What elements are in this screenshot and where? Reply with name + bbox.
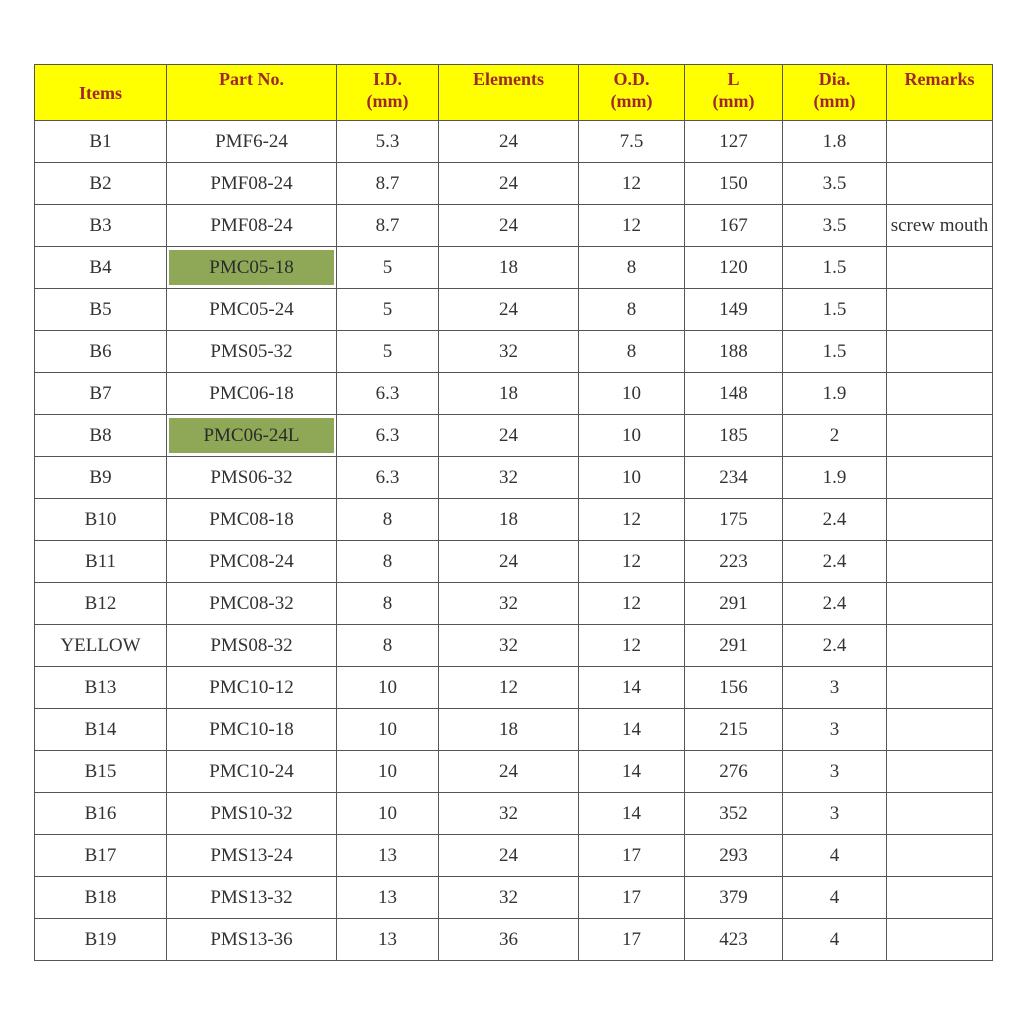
cell-od: 12 [579,625,685,667]
cell-item: B3 [35,205,167,247]
cell-od: 10 [579,457,685,499]
cell-elements: 24 [439,415,579,457]
cell-l: 293 [685,835,783,877]
cell-elements: 18 [439,247,579,289]
cell-part-no: PMC06-18 [167,373,337,415]
cell-dia: 3.5 [783,205,887,247]
cell-od: 12 [579,583,685,625]
cell-part-no: PMC08-24 [167,541,337,583]
cell-id: 13 [337,919,439,961]
header-part-no: Part No. [167,65,337,121]
cell-id: 10 [337,667,439,709]
cell-item: B5 [35,289,167,331]
header-od-label: O.D. [613,69,650,89]
cell-part-no: PMF08-24 [167,205,337,247]
cell-id: 10 [337,709,439,751]
table-row [35,709,993,751]
cell-part-no: PMC05-24 [167,289,337,331]
cell-item: B17 [35,835,167,877]
cell-dia: 3 [783,667,887,709]
cell-od: 14 [579,709,685,751]
cell-id: 8.7 [337,163,439,205]
cell-remarks [887,499,993,541]
cell-l: 185 [685,415,783,457]
cell-part-no [167,415,337,457]
header-id-label: I.D. [372,69,402,89]
cell-item: YELLOW [35,625,167,667]
cell-part-no: PMS13-24 [167,835,337,877]
table-row [35,667,993,709]
cell-id: 5 [337,247,439,289]
header-dia-label: Dia. [818,69,851,89]
cell-l: 148 [685,373,783,415]
cell-od: 17 [579,877,685,919]
cell-od: 8 [579,331,685,373]
cell-elements: 24 [439,121,579,163]
cell-l: 291 [685,583,783,625]
header-od [579,65,685,121]
cell-part-no: PMS06-32 [167,457,337,499]
cell-elements: 24 [439,835,579,877]
cell-dia: 4 [783,919,887,961]
cell-item: B9 [35,457,167,499]
cell-item: B1 [35,121,167,163]
cell-remarks [887,415,993,457]
cell-id: 10 [337,793,439,835]
cell-item: B14 [35,709,167,751]
cell-dia: 1.9 [783,373,887,415]
cell-l: 352 [685,793,783,835]
cell-id: 6.3 [337,415,439,457]
cell-id: 10 [337,751,439,793]
cell-remarks [887,541,993,583]
cell-id: 8 [337,541,439,583]
header-l-unit: (mm) [712,91,755,111]
cell-dia: 1.5 [783,289,887,331]
cell-dia: 2.4 [783,625,887,667]
cell-dia: 3 [783,793,887,835]
highlighted-part-no: PMC06-24L [169,418,334,453]
cell-dia: 1.9 [783,457,887,499]
cell-remarks [887,373,993,415]
cell-l: 127 [685,121,783,163]
cell-od: 12 [579,499,685,541]
cell-remarks [887,163,993,205]
cell-dia: 2.4 [783,583,887,625]
spec-table [34,64,993,961]
cell-item: B4 [35,247,167,289]
cell-remarks [887,709,993,751]
cell-elements: 32 [439,793,579,835]
cell-elements: 12 [439,667,579,709]
cell-item: B15 [35,751,167,793]
table-body [35,121,993,961]
cell-elements: 18 [439,709,579,751]
cell-l: 149 [685,289,783,331]
cell-item: B12 [35,583,167,625]
table-row [35,121,993,163]
cell-od: 14 [579,751,685,793]
cell-od: 10 [579,415,685,457]
header-items: Items [35,65,167,121]
cell-l: 215 [685,709,783,751]
cell-remarks [887,877,993,919]
cell-l: 167 [685,205,783,247]
cell-remarks [887,121,993,163]
cell-od: 8 [579,289,685,331]
cell-part-no: PMF08-24 [167,163,337,205]
cell-l: 175 [685,499,783,541]
header-l [685,65,783,121]
cell-remarks [887,835,993,877]
cell-part-no: PMS05-32 [167,331,337,373]
cell-part-no: PMC10-18 [167,709,337,751]
cell-part-no [167,247,337,289]
cell-item: B18 [35,877,167,919]
cell-part-no: PMC08-32 [167,583,337,625]
table-row [35,793,993,835]
table-row [35,583,993,625]
cell-dia: 1.5 [783,247,887,289]
cell-remarks [887,289,993,331]
header-od-unit: (mm) [610,91,653,111]
table-row [35,163,993,205]
table-row [35,877,993,919]
cell-remarks [887,583,993,625]
cell-remarks [887,667,993,709]
table-row [35,331,993,373]
cell-id: 8 [337,625,439,667]
cell-id: 5 [337,289,439,331]
cell-remarks [887,247,993,289]
cell-l: 188 [685,331,783,373]
cell-remarks [887,919,993,961]
header-l-label: L [727,69,740,89]
cell-od: 17 [579,919,685,961]
cell-dia: 2.4 [783,499,887,541]
header-elements: Elements [439,65,579,121]
table-row [35,625,993,667]
cell-l: 156 [685,667,783,709]
cell-elements: 24 [439,541,579,583]
cell-od: 17 [579,835,685,877]
cell-dia: 3 [783,751,887,793]
cell-part-no: PMS10-32 [167,793,337,835]
cell-l: 423 [685,919,783,961]
cell-od: 14 [579,793,685,835]
cell-remarks [887,793,993,835]
header-dia [783,65,887,121]
cell-part-no: PMS13-36 [167,919,337,961]
cell-remarks [887,457,993,499]
table-row [35,415,993,457]
cell-part-no: PMS13-32 [167,877,337,919]
cell-id: 8 [337,499,439,541]
cell-dia: 2.4 [783,541,887,583]
cell-od: 12 [579,541,685,583]
cell-elements: 36 [439,919,579,961]
cell-dia: 4 [783,877,887,919]
cell-elements: 18 [439,499,579,541]
cell-id: 5 [337,331,439,373]
cell-id: 8.7 [337,205,439,247]
header-id [337,65,439,121]
cell-item: B13 [35,667,167,709]
cell-remarks [887,625,993,667]
table-row [35,289,993,331]
cell-item: B6 [35,331,167,373]
cell-elements: 18 [439,373,579,415]
cell-l: 120 [685,247,783,289]
cell-od: 7.5 [579,121,685,163]
cell-elements: 24 [439,163,579,205]
cell-item: B19 [35,919,167,961]
header-id-unit: (mm) [366,91,409,111]
cell-dia: 2 [783,415,887,457]
cell-remarks [887,331,993,373]
cell-elements: 32 [439,331,579,373]
cell-dia: 4 [783,835,887,877]
cell-part-no: PMS08-32 [167,625,337,667]
cell-od: 8 [579,247,685,289]
cell-remarks [887,751,993,793]
cell-item: B10 [35,499,167,541]
cell-l: 234 [685,457,783,499]
header-dia-unit: (mm) [813,91,856,111]
table-row [35,835,993,877]
cell-elements: 32 [439,625,579,667]
cell-id: 5.3 [337,121,439,163]
cell-item: B2 [35,163,167,205]
table-row [35,541,993,583]
cell-l: 276 [685,751,783,793]
cell-part-no: PMC08-18 [167,499,337,541]
cell-remarks: screw mouth [887,205,993,247]
highlighted-part-no: PMC05-18 [169,250,334,285]
cell-dia: 1.8 [783,121,887,163]
cell-od: 12 [579,163,685,205]
cell-od: 12 [579,205,685,247]
cell-id: 13 [337,835,439,877]
cell-l: 223 [685,541,783,583]
table-row [35,919,993,961]
cell-elements: 32 [439,877,579,919]
cell-elements: 24 [439,205,579,247]
cell-id: 8 [337,583,439,625]
cell-l: 150 [685,163,783,205]
table-row [35,247,993,289]
cell-item: B16 [35,793,167,835]
cell-item: B7 [35,373,167,415]
cell-id: 6.3 [337,457,439,499]
header-row [35,65,993,121]
cell-od: 14 [579,667,685,709]
header-remarks: Remarks [887,65,993,121]
table-row [35,205,993,247]
cell-elements: 24 [439,289,579,331]
cell-elements: 32 [439,583,579,625]
table-row [35,373,993,415]
cell-part-no: PMF6-24 [167,121,337,163]
cell-l: 291 [685,625,783,667]
cell-elements: 24 [439,751,579,793]
cell-id: 13 [337,877,439,919]
cell-part-no: PMC10-24 [167,751,337,793]
cell-dia: 3 [783,709,887,751]
cell-l: 379 [685,877,783,919]
cell-item: B11 [35,541,167,583]
table-row [35,457,993,499]
cell-item: B8 [35,415,167,457]
cell-part-no: PMC10-12 [167,667,337,709]
cell-od: 10 [579,373,685,415]
cell-elements: 32 [439,457,579,499]
cell-id: 6.3 [337,373,439,415]
cell-dia: 3.5 [783,163,887,205]
table-row [35,499,993,541]
table-row [35,751,993,793]
cell-dia: 1.5 [783,331,887,373]
